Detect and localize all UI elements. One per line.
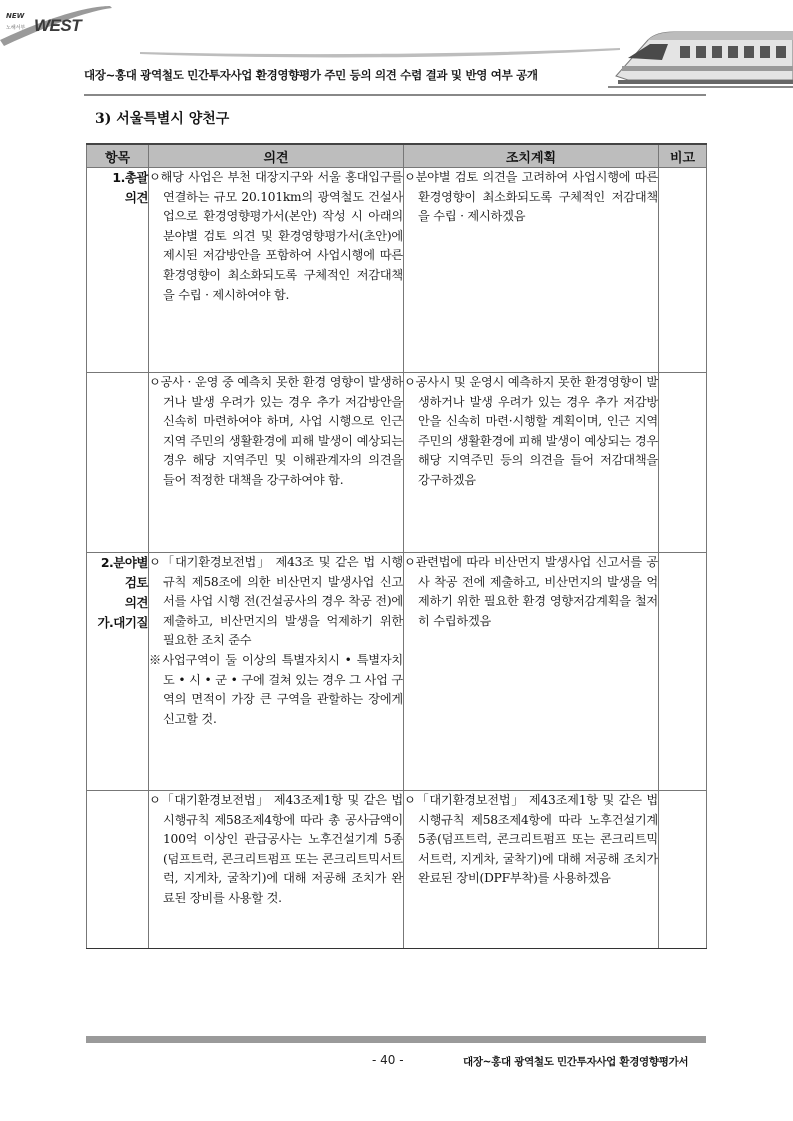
action-text: ㅇ공사시 및 운영시 예측하지 못한 환경영향이 발생하거나 발생 우려가 있는 경우 추가 저감방안을 신속히 마련·시행할 계획이며, 인근 지역주민의 생활환경에 피해 발생이 예상되는 경우 해당 지역주민 등의 의견을 들어 저감대책을 강구하겠음 [404, 375, 658, 487]
opinion-text: ㅇ공사 · 운영 중 예측치 못한 환경 영향이 발생하거나 발생 우려가 있는 경우 추가 저감방안을 신속히 마련하여야 하며, 사업 시행으로 인근 지역 주민의 생활환경에 피해 발생이 예상되는 경우 해당 지역주민 및 이해관계자의 의견을 들어 적정한 대책을 강구하여야 함. [149, 375, 403, 487]
category-cell [87, 553, 149, 791]
table-row [87, 791, 707, 949]
remark-cell [659, 168, 707, 373]
action-cell [404, 791, 659, 949]
opinion-note: ※사업구역이 둘 이상의 특별자치시 • 특별자치도 • 시 • 군 • 구에 걸쳐 있는 경우 그 사업 구역의 면적이 가장 큰 구역을 관할하는 장에게 신고할 것. [149, 652, 403, 726]
table-row [87, 168, 707, 373]
category-label: 검토 [124, 575, 148, 590]
category-cell [87, 791, 149, 949]
action-cell [404, 373, 659, 553]
table-header-row [87, 144, 707, 168]
remark-cell [659, 553, 707, 791]
header-remark: 비고 [659, 144, 707, 168]
action-cell [404, 168, 659, 373]
logo-sub: 노해서부 [6, 25, 26, 31]
table-row [87, 553, 707, 791]
category-label: 가.대기질 [97, 615, 148, 630]
category-label: 2.분야별 [100, 555, 148, 570]
category-label: 1.총괄 [112, 170, 148, 185]
action-text: ㅇ관련법에 따라 비산먼지 발생사업 신고서를 공사 착공 전에 제출하고, 비산먼지의 발생을 억제하기 위한 필요한 환경 영향저감계획을 철저히 수립하겠음 [404, 555, 658, 628]
opinion-cell [149, 553, 404, 791]
footer-title: 대장~홍대 광역철도 민간투자사업 환경영향평가서 [463, 1056, 689, 1068]
action-cell [404, 553, 659, 791]
opinion-text: ㅇ「대기환경보전법」 제43조제1항 및 같은 법 시행규칙 제58조제4항에 따라 총 공사금액이 100억 이상인 관급공사는 노후건설기계 5종(덤프트럭, 콘크리트펌프 또는 콘크리트믹서트럭, 지게차, 굴착기)에 대해 저공해 조치가 완료된 장비를 사용할 것. [149, 793, 403, 905]
opinion-cell [149, 168, 404, 373]
section-title: 3) 서울특별시 양천구 [95, 111, 230, 127]
opinion-text: ㅇ「대기환경보전법」 제43조 및 같은 법 시행규칙 제58조에 의한 비산먼지 발생사업 신고서를 사업 시행 전(건설공사의 경우 착공 전)에 제출하고, 비산먼지의 발생을 억제하기 위한 필요한 조치 준수 [149, 555, 403, 648]
remark-cell [659, 373, 707, 553]
header-title: 대장~홍대 광역철도 민간투자사업 환경영향평가 주민 등의 의견 수렴 결과 및 반영 여부 공개 [84, 68, 538, 82]
opinion-cell [149, 791, 404, 949]
logo [4, 10, 124, 50]
footer-bar [86, 1036, 706, 1043]
header-action: 조치계획 [404, 144, 659, 168]
header-item: 항목 [87, 144, 149, 168]
train-icon [608, 22, 793, 90]
category-label: 의견 [124, 190, 148, 205]
table-row [87, 373, 707, 553]
category-cell [87, 373, 149, 553]
category-label: 의견 [124, 595, 148, 610]
opinion-text: ㅇ해당 사업은 부천 대장지구와 서울 홍대입구를 연결하는 규모 20.101km의 광역철도 건설사업으로 환경영향평가서(본안) 작성 시 아래의 분야별 검토 의견 및 환경영향평가서(초안)에 제시된 저감방안을 포함하여 사업시행에 따른 환경영향이 최소화되도록 구체적인 저감대책을 수립 · 제시하여야 함. [149, 170, 403, 302]
logo-new: NEW [6, 12, 25, 20]
header-divider [84, 94, 706, 96]
action-text: ㅇ분야별 검토 의견을 고려하여 사업시행에 따른 환경영향이 최소화되도록 구체적인 저감대책을 수립 · 제시하겠음 [404, 170, 658, 224]
category-cell [87, 168, 149, 373]
page-number: - 40 - [372, 1053, 404, 1067]
action-text: ㅇ「대기환경보전법」 제43조제1항 및 같은 법 시행규칙 제58조제4항에 따라 노후건설기계 5종(덤프트럭, 콘크리트펌프 또는 콘크리트믹서트럭, 지게차, 굴착기)에 대해 저공해 조치가 완료된 장비(DPF부착)를 사용하겠음 [404, 793, 658, 886]
remark-cell [659, 791, 707, 949]
opinion-table [86, 143, 707, 949]
opinion-cell [149, 373, 404, 553]
logo-west: WEST [34, 16, 82, 35]
header-opinion: 의견 [149, 144, 404, 168]
